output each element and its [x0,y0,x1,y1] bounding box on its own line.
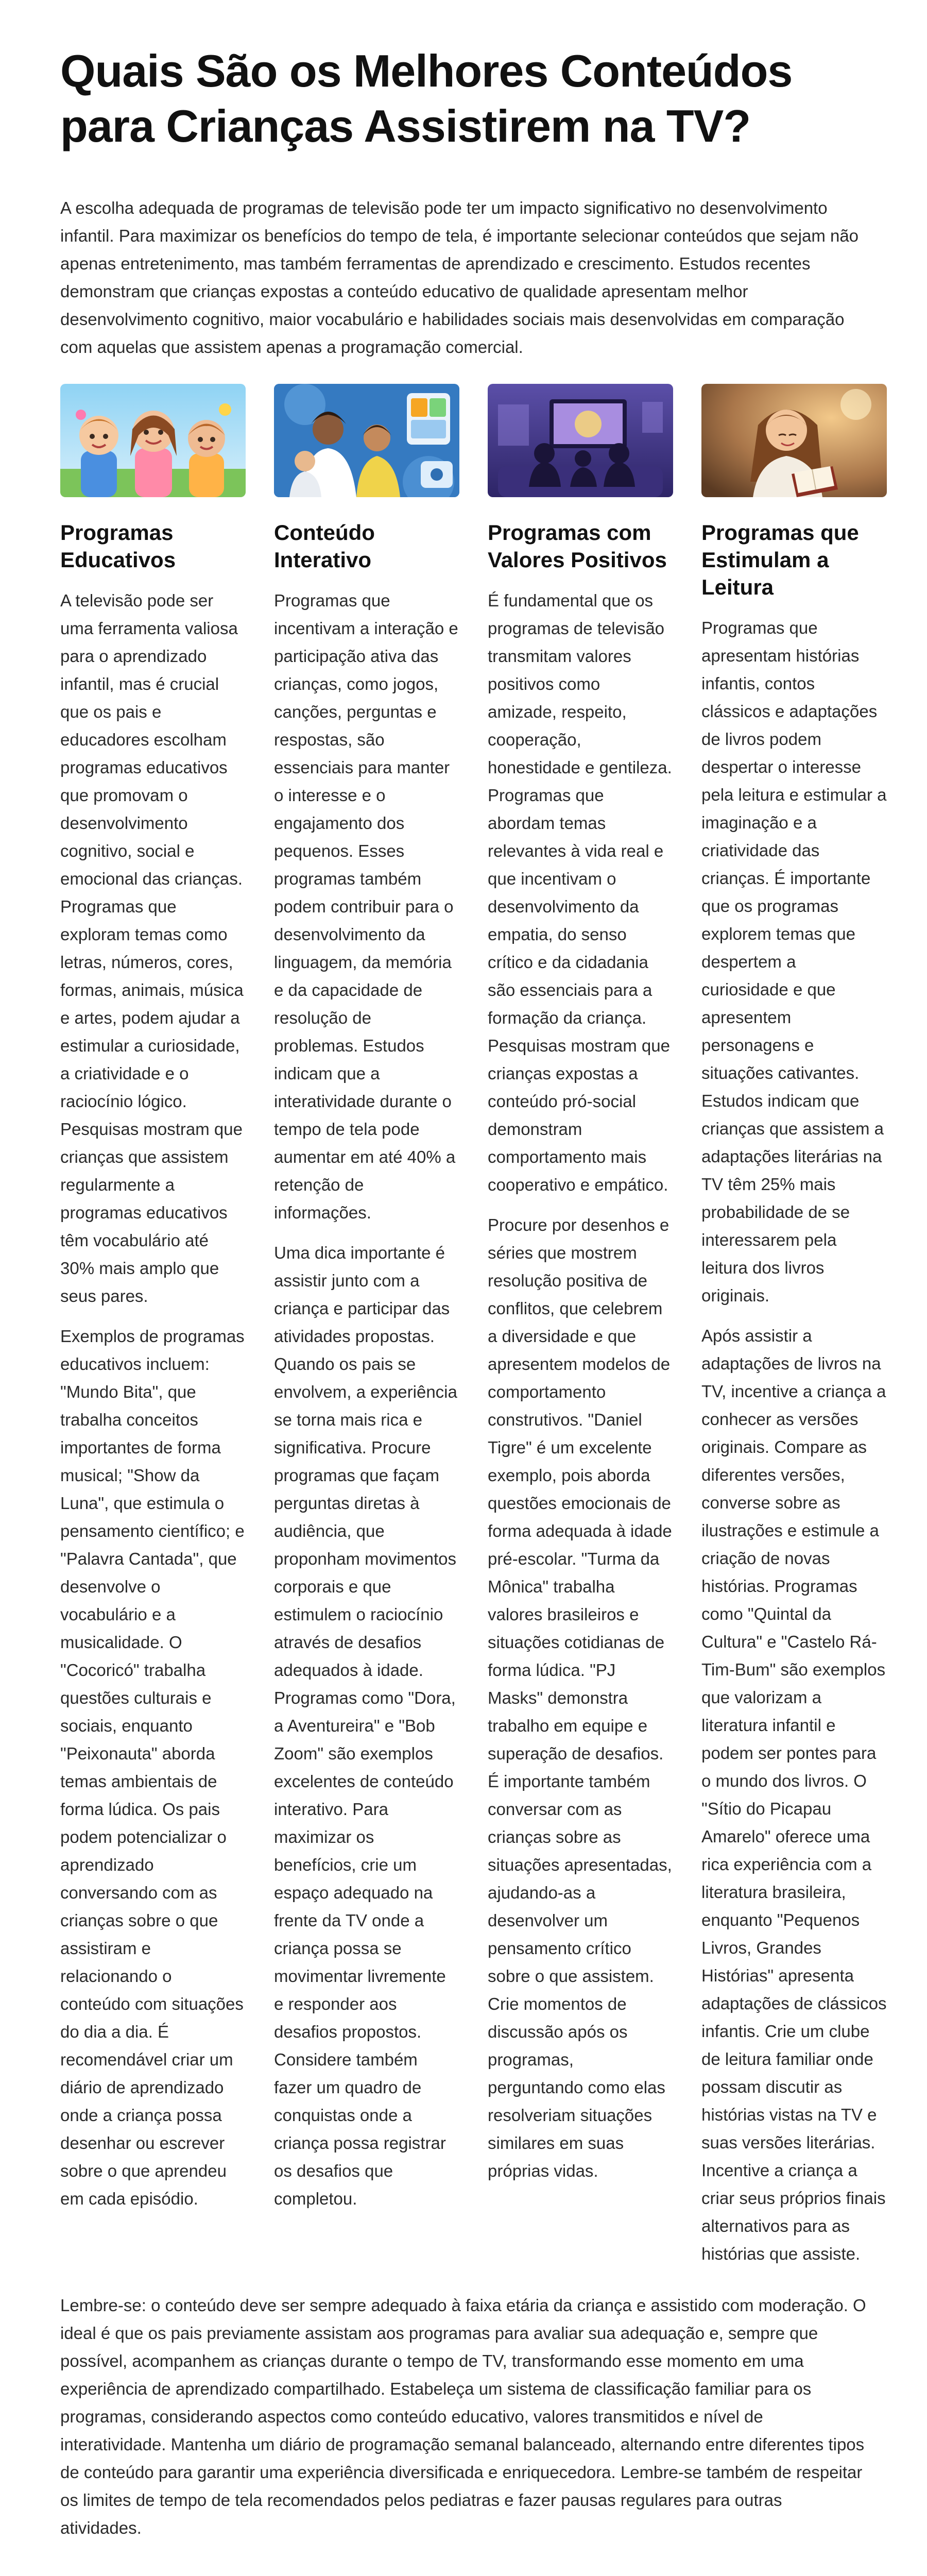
topic-paragraph: Após assistir a adaptações de livros na TV, incentive a criança a conhecer as versões originais. Compare as diferentes versões, converse sobre as ilustrações e estimule a criação de novas histórias. Programas como "Quintal da Cultura" e "Castelo Rá-Tim-Bum" são exemplos que valorizam a literatura infantil e podem ser pontes para o mundo dos livros. O "Sítio do Picapau Amarelo" oferece uma rica experiência com a literatura brasileira, enquanto "Pequenos Livros, Grandes Histórias" apresenta adaptações de clássicos infantis. Crie um clube de leitura familiar onde possam discutir as histórias vistas na TV e suas versões literárias. Incentive a criança a criar seus próprios finais alternativos para as histórias que assiste. [701,1326,887,2263]
topic-title: Conteúdo Interativo [274,520,375,572]
intro-paragraph: A escolha adequada de programas de televisão pode ter um impacto significativo no desenvolvimento infantil. Para maximizar os benefícios do tempo de tela, é importante selecionar conteúdos que sejam não apenas entretenimento, mas também ferramentas de aprendizado e crescimento. Estudos recentes demonstram que crianças expostas a conteúdo educativo de qualidade apresentam melhor desenvolvimento cognitivo, maior vocabulário e habilidades sociais mais desenvolvidas em comparação com aquelas que assistem apenas a programação comercial. [60,198,859,357]
topic-paragraph: A televisão pode ser uma ferramenta valiosa para o aprendizado infantil, mas é crucial que os pais e educadores escolham programas educativos que promovam o desenvolvimento cognitivo, social e emocional das crianças. Programas que exploram temas como letras, números, cores, formas, animais, música e artes, podem ajudar a estimular a curiosidade, a criatividade e o raciocínio lógico. Pesquisas mostram que crianças que assistem regularmente a programas educativos têm vocabulário até 30% mais amplo que seus pares. [60,590,244,1306]
topic-column-leitura [701,384,887,2280]
interactive-tv-family-photo [274,384,459,497]
topic-paragraph: É fundamental que os programas de televisão transmitam valores positivos como amizade, respeito, cooperação, honestidade e gentileza. Programas que abordam temas relevantes à vida real e que incentivam o desenvolvimento da empatia, do senso crítico e da cidadania são essenciais para a formação da criança. Pesquisas mostram que crianças expostas a conteúdo pró-social demonstram comportamento mais cooperativo e empático. [488,590,672,1194]
topics-grid [60,384,887,2280]
topic-column-valores [488,384,673,2197]
topic-paragraph: Procure por desenhos e séries que mostrem resolução positiva de conflitos, que celebrem a diversidade e que apresentem modelos de comportamento construtivos. "Daniel Tigre" é um excelente exemplo, pois aborda questões emocionais de forma adequada à idade pré-escolar. "Turma da Mônica" trabalha valores brasileiros e situações cotidianas de forma lúdica. "PJ Masks" demonstra trabalho em equipe e superação de desafios. É importante também conversar com as crianças sobre as situações apresentadas, ajudando-as a desenvolver um pensamento crítico sobre o que assistem. Crie momentos de discussão após os programas, perguntando como elas resolveriam situações similares em suas próprias vidas. [488,1215,672,2180]
topic-paragraph: Programas que apresentam histórias infantis, contos clássicos e adaptações de livros podem despertar o interesse pela leitura e estimular a imaginação e a criatividade das crianças. É importante que os programas explorem temas que despertem a curiosidade e que apresentem personagens e situações cativantes. Estudos indicam que crianças que assistem a adaptações literárias na TV têm 25% mais probabilidade de se interessarem pela leitura dos livros originais. [701,618,887,1305]
topic-column-interativo [274,384,459,2225]
closing-paragraph: Lembre-se: o conteúdo deve ser sempre adequado à faixa etária da criança e assistido com moderação. O ideal é que os pais previamente assistam aos programas para avaliar sua adequação e, sempre que possível, acompanhem as crianças durante o tempo de TV, transformando esse momento em uma experiência de aprendizado compartilhado. Estabeleça um sistema de classificação familiar para os programas, considerando aspectos como conteúdo educativo, valores transmitidos e nível de interatividade. Mantenha um diário de programação semanal balanceado, alternando entre diferentes tipos de conteúdo para garantir uma experiência diversificada e enriquecedora. Lembre-se também de respeitar os limites de tempo de tela recomendados pelos pediatras e fazer pausas regulares para outras atividades. [60,2295,866,2537]
topic-title: Programas com Valores Positivos [488,520,667,572]
topic-title: Programas Educativos [60,520,176,572]
girl-reading-book-photo [701,384,887,497]
topic-paragraph: Programas que incentivam a interação e participação ativa das crianças, como jogos, canções, perguntas e respostas, são essenciais para manter o interesse e o engajamento dos pequenos. Esses programas também podem contribuir para o desenvolvimento da linguagem, da memória e da capacidade de resolução de problemas. Estudos indicam que a interatividade durante o tempo de tela pode aumentar em até 40% a retenção de informações. [274,590,458,1222]
topic-title: Programas que Estimulam a Leitura [701,520,859,599]
page-title: Quais São os Melhores Conteúdos para Crianças Assistirem na TV? [60,45,793,152]
cartoon-kids-illustration [60,384,246,497]
topic-paragraph: Uma dica importante é assistir junto com a criança e participar das atividades propostas. Quando os pais se envolvem, a experiência se torna mais rica e significativa. Procure programas que façam perguntas diretas à audiência, que proponham movimentos corporais e que estimulem o raciocínio através de desafios adequados à idade. Programas como "Dora, a Aventureira" e "Bob Zoom" são exemplos excelentes de conteúdo interativo. Para maximizar os benefícios, crie um espaço adequado na frente da TV onde a criança possa se movimentar livremente e responder aos desafios propostos. Considere também fazer um quadro de conquistas onde a criança possa registrar os desafios que completou. [274,1243,457,2208]
family-watching-tv-illustration [488,384,673,497]
topic-paragraph: Exemplos de programas educativos incluem: "Mundo Bita", que trabalha conceitos importantes de forma musical; "Show da Luna", que estimula o pensamento científico; e "Palavra Cantada", que desenvolve o vocabulário e a musicalidade. O "Cocoricó" trabalha questões culturais e sociais, enquanto "Peixonauta" aborda temas ambientais de forma lúdica. Os pais podem potencializar o aprendizado conversando com as crianças sobre o que assistiram e relacionando o conteúdo com situações do dia a dia. É recomendável criar um diário de aprendizado onde a criança possa desenhar ou escrever sobre o que aprendeu em cada episódio. [60,1326,245,2208]
topic-column-educativos [60,384,246,2225]
